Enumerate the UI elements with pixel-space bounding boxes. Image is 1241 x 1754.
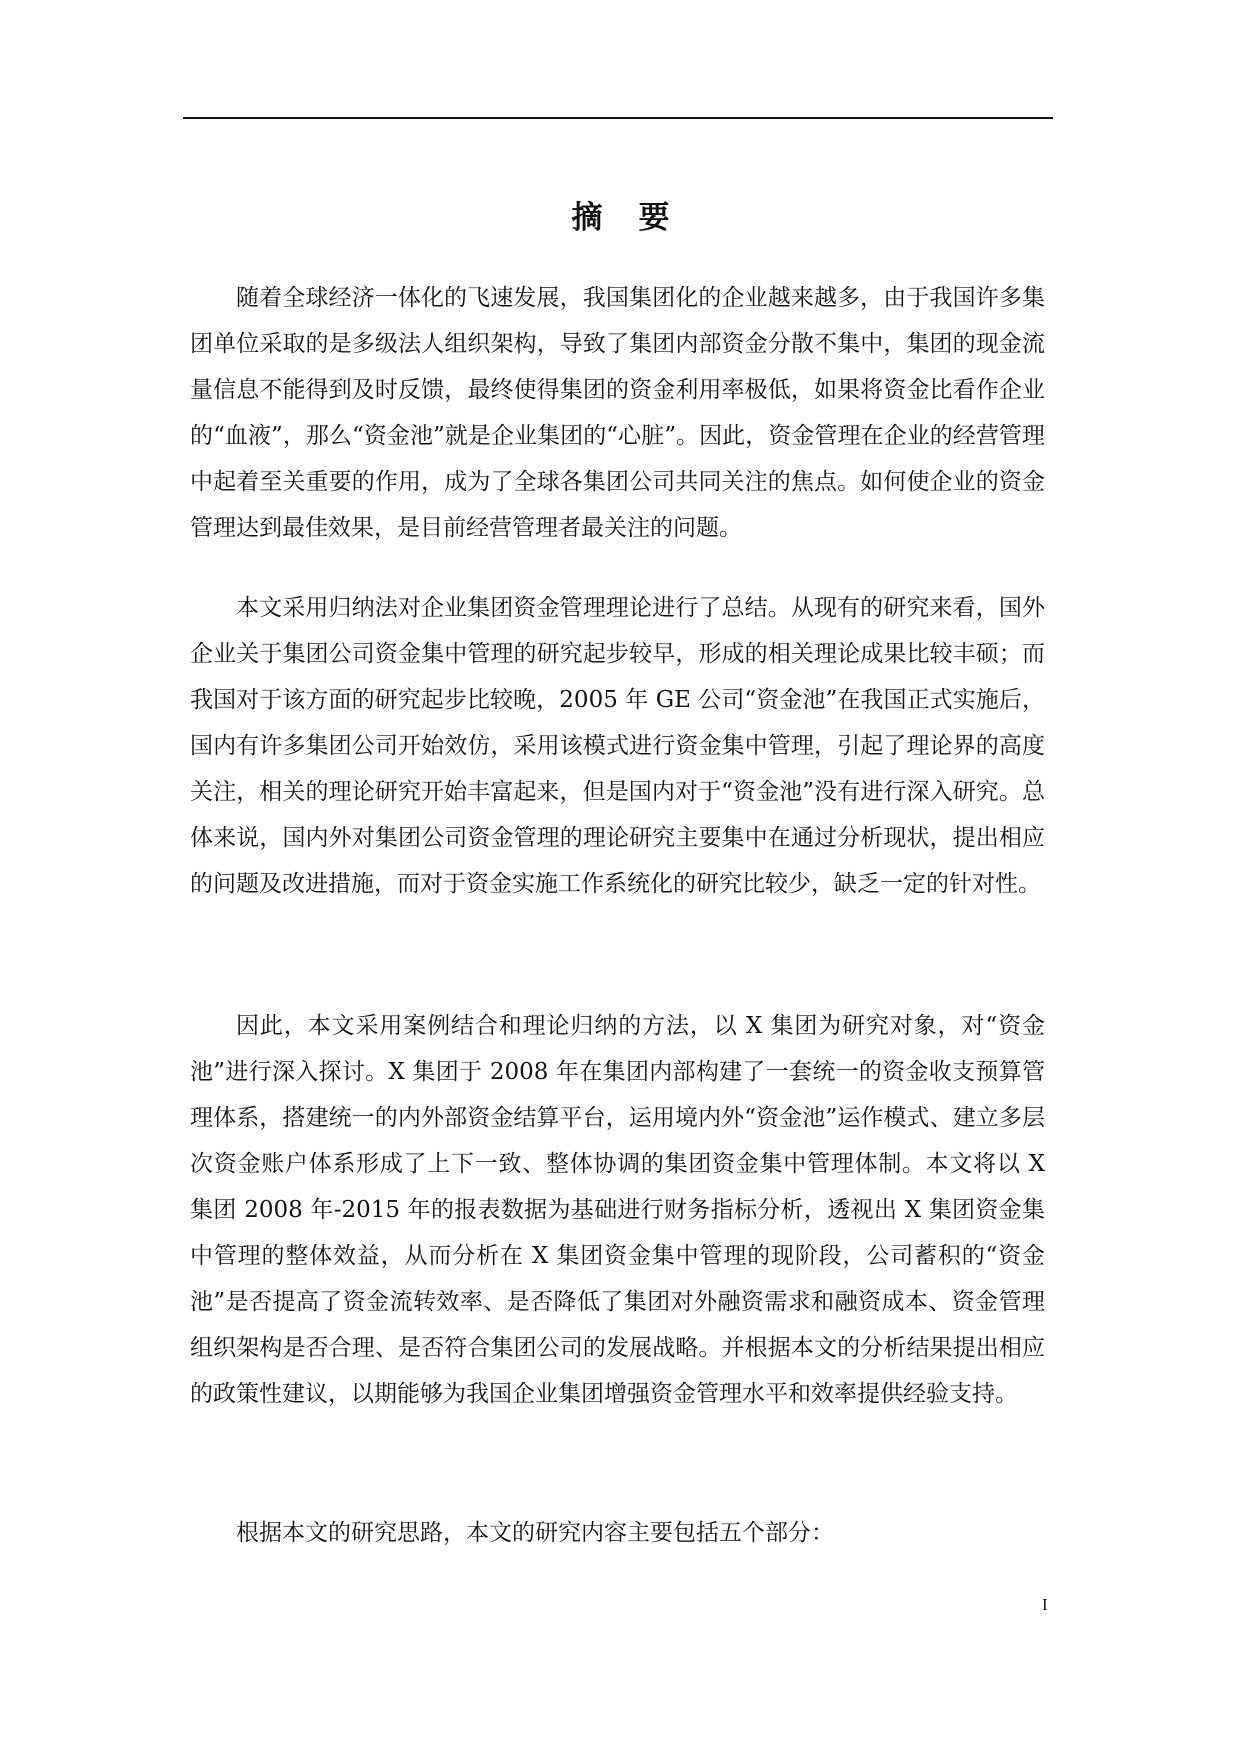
page-title: 摘要 [571, 200, 706, 236]
page-number: I [1042, 1595, 1048, 1614]
abstract-paragraph-2: 本文采用归纳法对企业集团资金管理理论进行了总结。从现有的研究来看，国外企业关于集团公司资金集中管理的研究起步较早，形成的相关理论成果比较丰硕；而我国对于该方面的研究起步比较晚，2005 年 GE 公司“资金池”在我国正式实施后，国内有许多集团公司开始效仿，采用该模式进行资金集中管理，引起了理论界的高度关注，相关的理论研究开始丰富起来，但是国内对于“资金池”没有进行深入研究。总体来说，国内外对集团公司资金管理的理论研究主要集中在通过分析现状，提出相应的问题及改进措施，而对于资金实施工作系统化的研究比较少，缺乏一定的针对性。 [190, 595, 1045, 897]
abstract-paragraph-1: 随着全球经济一体化的飞速发展，我国集团化的企业越来越多，由于我国许多集团单位采取的是多级法人组织架构，导致了集团内部资金分散不集中，集团的现金流量信息不能得到及时反馈，最终使得集团的资金利用率极低，如果将资金比看作企业的“血液”，那么“资金池”就是企业集团的“心脏”。因此，资金管理在企业的经营管理中起着至关重要的作用，成为了全球各集团公司共同关注的焦点。如何使企业的资金管理达到最佳效果，是目前经营管理者最关注的问题。 [190, 285, 1045, 541]
abstract-paragraph-3: 因此，本文采用案例结合和理论归纳的方法，以 X 集团为研究对象，对“资金池”进行深入探讨。X 集团于 2008 年在集团内部构建了一套统一的资金收支预算管理体系，搭建统一的内外部资金结算平台，运用境内外“资金池”运作模式、建立多层次资金账户体系形成了上下一致、整体协调的集团资金集中管理体制。本文将以 X 集团 2008 年-2015 年的报表数据为基础进行财务指标分析，透视出 X 集团资金集中管理的整体效益，从而分析在 X 集团资金集中管理的现阶段，公司蓄积的“资金池”是否提高了资金流转效率、是否降低了集团对外融资需求和融资成本、资金管理组织架构是否合理、是否符合集团公司的发展战略。并根据本文的分析结果提出相应的政策性建议，以期能够为我国企业集团增强资金管理水平和效率提供经验支持。 [190, 1013, 1045, 1407]
abstract-paragraph-4: 根据本文的研究思路，本文的研究内容主要包括五个部分： [236, 1520, 834, 1546]
header-rule [183, 117, 1053, 119]
